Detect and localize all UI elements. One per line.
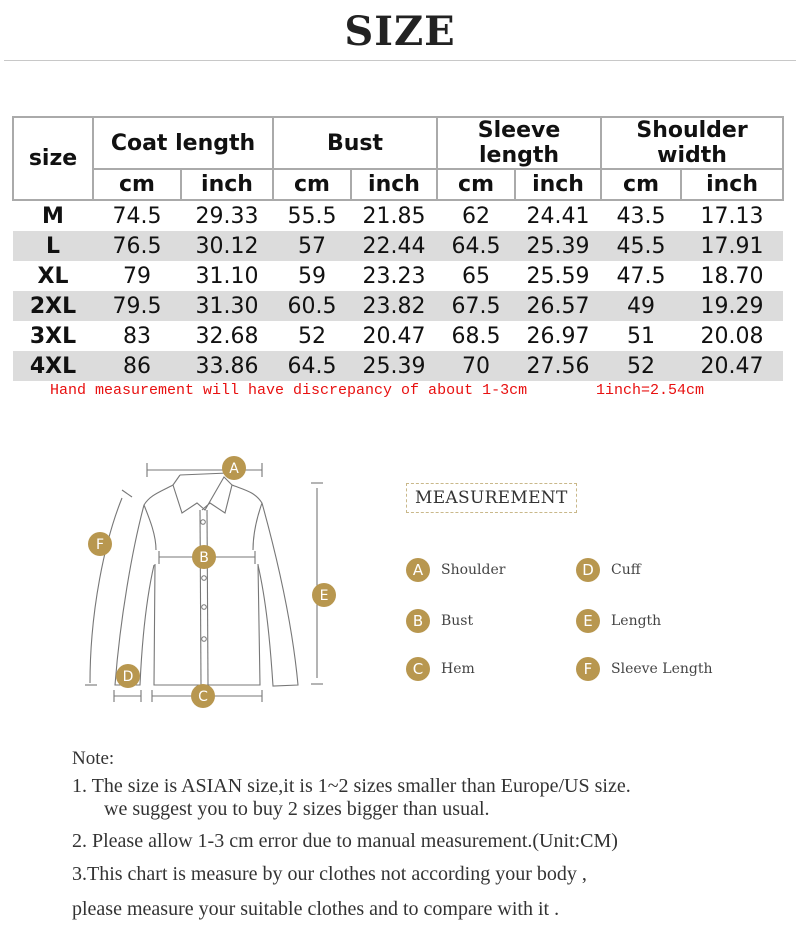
marker-e-icon — [312, 583, 336, 607]
table-cell: 83 — [123, 323, 151, 349]
size-cell: 2XL — [13, 291, 93, 321]
legend-item-bust — [406, 609, 473, 633]
table-row — [13, 291, 783, 321]
note-item: 2. Please allow 1-3 cm error due to manual measurement.(Unit:CM) — [72, 830, 618, 852]
size-cell: M — [42, 203, 64, 229]
table-cell: 76.5 — [93, 231, 181, 261]
table-row — [13, 261, 783, 291]
table-cell: 20.47 — [362, 323, 426, 349]
unit-header-cm: cm — [437, 169, 515, 200]
table-cell: 32.68 — [195, 323, 259, 349]
table-cell: 31.30 — [181, 291, 273, 321]
legend-item-cuff — [576, 558, 641, 582]
marker-f-icon — [88, 532, 112, 556]
table-cell: 45.5 — [601, 231, 681, 261]
table-cell: 67.5 — [437, 291, 515, 321]
table-cell: 20.08 — [700, 323, 764, 349]
column-group-bust: Bust — [273, 117, 437, 169]
unit-header-inch: inch — [181, 169, 273, 200]
table-cell: 79 — [123, 263, 151, 289]
marker-d-icon: D — [576, 558, 600, 582]
notes-heading: Note: — [72, 748, 115, 769]
column-group-shoulder-width: Shoulder width — [601, 117, 783, 169]
table-cell: 74.5 — [112, 203, 162, 229]
table-cell: 18.70 — [700, 263, 764, 289]
table-row — [13, 231, 783, 261]
legend-label: Bust — [441, 613, 474, 629]
column-header-size: size — [13, 117, 93, 200]
table-cell: 29.33 — [195, 203, 259, 229]
note-item: please measure your suitable clothes and to compare with it . — [72, 898, 560, 920]
legend-label: Sleeve Length — [611, 661, 713, 677]
svg-text:A: A — [229, 461, 239, 477]
marker-c-icon — [191, 684, 215, 708]
table-cell: 17.91 — [681, 231, 783, 261]
marker-a-icon: A — [406, 558, 430, 582]
table-cell: 65 — [462, 263, 491, 289]
table-row — [13, 321, 783, 351]
page-title: SIZE — [344, 8, 456, 55]
table-cell: 25.39 — [515, 231, 601, 261]
svg-text:D: D — [122, 669, 134, 685]
column-group-coat-length: Coat length — [93, 117, 273, 169]
table-cell: 33.86 — [181, 351, 273, 381]
table-cell: 17.13 — [700, 203, 764, 229]
size-cell: 3XL — [29, 323, 77, 349]
note-item: we suggest you to buy 2 sizes bigger than usual. — [104, 798, 490, 820]
table-cell: 26.57 — [515, 291, 601, 321]
size-chart-table — [12, 116, 784, 381]
unit-header-inch: inch — [515, 169, 601, 200]
legend-label: Shoulder — [441, 562, 506, 578]
table-cell: 30.12 — [181, 231, 273, 261]
legend-item-sleeve-length — [576, 657, 713, 681]
svg-text:B: B — [199, 550, 209, 566]
marker-a-icon — [222, 456, 246, 480]
table-cell: 47.5 — [616, 263, 666, 289]
size-cell: L — [13, 231, 93, 261]
table-cell: 62 — [462, 203, 491, 229]
legend-label: Cuff — [611, 562, 641, 578]
table-cell: 57 — [273, 231, 351, 261]
marker-c-icon: C — [406, 657, 430, 681]
legend-label: Hem — [441, 661, 475, 677]
unit-header-inch: inch — [351, 169, 437, 200]
table-cell: 43.5 — [616, 203, 666, 229]
note-item: 1. The size is ASIAN size,it is 1~2 sizes smaller than Europe/US size. — [72, 775, 631, 797]
svg-text:E: E — [319, 588, 329, 604]
table-cell: 26.97 — [526, 323, 590, 349]
table-cell: 27.56 — [515, 351, 601, 381]
unit-header-cm: cm — [93, 169, 181, 200]
table-cell: 21.85 — [362, 203, 426, 229]
table-cell: 79.5 — [93, 291, 181, 321]
legend-item-hem — [406, 657, 475, 681]
table-cell: 59 — [298, 263, 326, 289]
table-cell: 22.44 — [351, 231, 437, 261]
table-row — [13, 200, 783, 231]
inch-conversion-note: 1inch=2.54cm — [596, 382, 705, 399]
legend-item-shoulder — [406, 558, 505, 582]
column-group-sleeve-length: Sleeve length — [437, 117, 601, 169]
table-cell: 52 — [298, 323, 326, 349]
table-cell: 20.47 — [681, 351, 783, 381]
unit-header-cm: cm — [601, 169, 681, 200]
table-cell: 68.5 — [451, 323, 501, 349]
table-cell: 23.23 — [362, 263, 426, 289]
table-cell: 24.41 — [526, 203, 590, 229]
table-cell: 70 — [437, 351, 515, 381]
svg-text:C: C — [198, 689, 208, 705]
table-cell: 23.82 — [351, 291, 437, 321]
marker-d-icon — [116, 664, 140, 688]
table-cell: 25.39 — [351, 351, 437, 381]
measurement-disclaimer: Hand measurement will have discrepancy of about 1-3cm — [50, 382, 528, 399]
legend-item-length — [576, 609, 661, 633]
table-cell: 86 — [93, 351, 181, 381]
marker-f-icon: F — [576, 657, 600, 681]
title-divider — [4, 60, 796, 61]
table-cell: 52 — [601, 351, 681, 381]
unit-header-cm: cm — [273, 169, 351, 200]
table-cell: 51 — [627, 323, 656, 349]
table-header-row-units — [13, 169, 783, 200]
table-cell: 49 — [601, 291, 681, 321]
shirt-diagram — [70, 440, 370, 720]
size-cell: XL — [37, 263, 69, 289]
table-cell: 60.5 — [273, 291, 351, 321]
table-cell: 55.5 — [287, 203, 337, 229]
table-cell: 64.5 — [273, 351, 351, 381]
table-header-row-groups — [13, 117, 783, 169]
measurement-title: MEASUREMENT — [406, 483, 577, 513]
svg-text:F: F — [95, 537, 105, 553]
marker-b-icon: B — [406, 609, 430, 633]
table-cell: 31.10 — [195, 263, 259, 289]
table-row — [13, 351, 783, 381]
table-cell: 64.5 — [437, 231, 515, 261]
marker-e-icon: E — [576, 609, 600, 633]
marker-b-icon — [192, 545, 216, 569]
table-cell: 19.29 — [681, 291, 783, 321]
legend-label: Length — [611, 613, 662, 629]
size-cell: 4XL — [13, 351, 93, 381]
unit-header-inch: inch — [681, 169, 783, 200]
note-item: 3.This chart is measure by our clothes not according your body , — [72, 863, 587, 885]
table-cell: 25.59 — [526, 263, 590, 289]
